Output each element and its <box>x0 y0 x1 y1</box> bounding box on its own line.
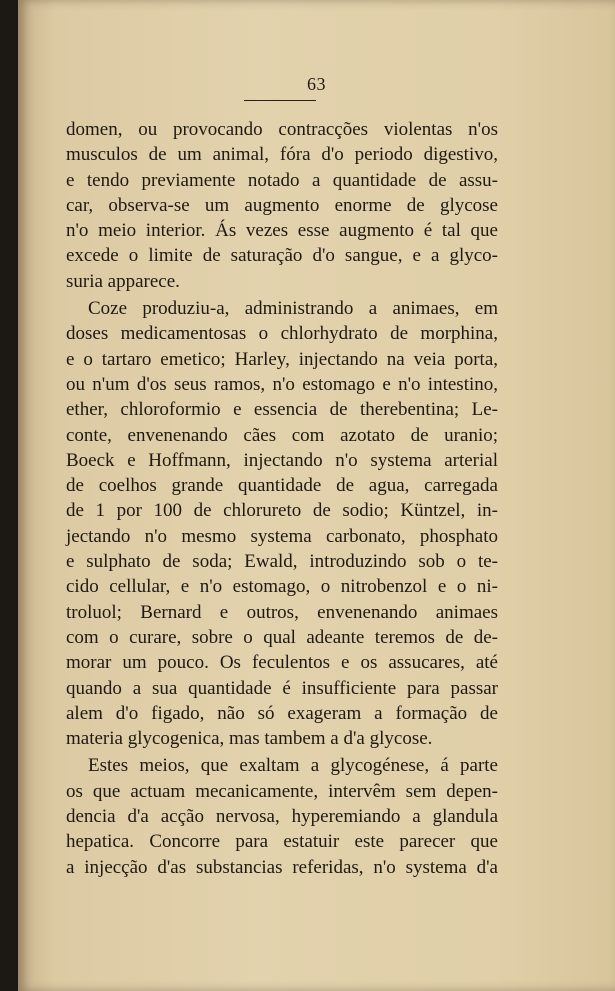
text-line: Coze produziu-a, administrando a animaes, em <box>88 298 498 320</box>
text-line: n'o meio interior. Ás vezes esse augmento é tal que <box>66 220 498 242</box>
text-line: morar um pouco. Os feculentos e os assucares, até <box>66 652 498 674</box>
text-line: materia glycogenica, mas tambem a d'a glycose. <box>66 728 433 750</box>
page-number-rule <box>244 100 316 101</box>
text-line: alem d'o figado, não só exageram a formação de <box>66 702 498 724</box>
text-line: e sulphato de soda; Ewald, introduzindo sob o te- <box>66 551 498 573</box>
text-line: jectando n'o mesmo systema carbonato, phosphato <box>66 525 498 547</box>
text-line: domen, ou provocando contracções violentas n'os <box>66 119 498 140</box>
text-line: dencia d'a acção nervosa, hyperemiando a glandula <box>66 806 498 828</box>
text-line: Boeck e Hoffmann, injectando n'o systema arterial <box>66 449 498 471</box>
text-line: excede o limite de saturação d'o sangue, e a glyco- <box>66 245 498 267</box>
text-line: a injecção d'as substancias referidas, n'o systema d'a <box>66 856 498 878</box>
body-text <box>66 117 498 880</box>
text-line: os que actuam mecanicamente, intervêm sem depen- <box>66 780 498 802</box>
text-line: de coelhos grande quantidade de agua, carregada <box>66 475 498 497</box>
book-page <box>18 0 615 991</box>
text-line: cido cellular, e n'o estomago, o nitrobenzol e o ni- <box>66 576 498 598</box>
text-line: ou n'um d'os seus ramos, n'o estomago e n'o intestino, <box>66 373 498 395</box>
text-line: musculos de um animal, fóra d'o periodo digestivo, <box>66 144 498 166</box>
text-line: troluol; Bernard e outros, envenenando animaes <box>66 601 498 623</box>
page-number: 63 <box>307 74 326 94</box>
text-line: ether, chloroformio e essencia de therebentina; Le- <box>66 399 498 421</box>
text-line: doses medicamentosas o chlorhydrato de morphina, <box>66 323 498 345</box>
text-line: de 1 por 100 de chlorureto de sodio; Küntzel, in- <box>66 500 498 522</box>
text-line: e o tartaro emetico; Harley, injectando na veia porta, <box>66 348 498 370</box>
text-line: conte, envenenando cães com azotato de uranio; <box>66 424 498 446</box>
text-line: e tendo previamente notado a quantidade de assu- <box>66 169 498 191</box>
text-line: com o curare, sobre o qual adeante teremos de de- <box>66 626 498 648</box>
text-line: Estes meios, que exaltam a glycogénese, á parte <box>88 755 498 777</box>
text-line: car, observa-se um augmento enorme de glycose <box>66 194 498 216</box>
text-line: suria apparece. <box>66 270 180 292</box>
text-line: hepatica. Concorre para estatuir este parecer que <box>66 831 498 853</box>
text-line: quando a sua quantidade é insufficiente para passar <box>66 677 498 699</box>
